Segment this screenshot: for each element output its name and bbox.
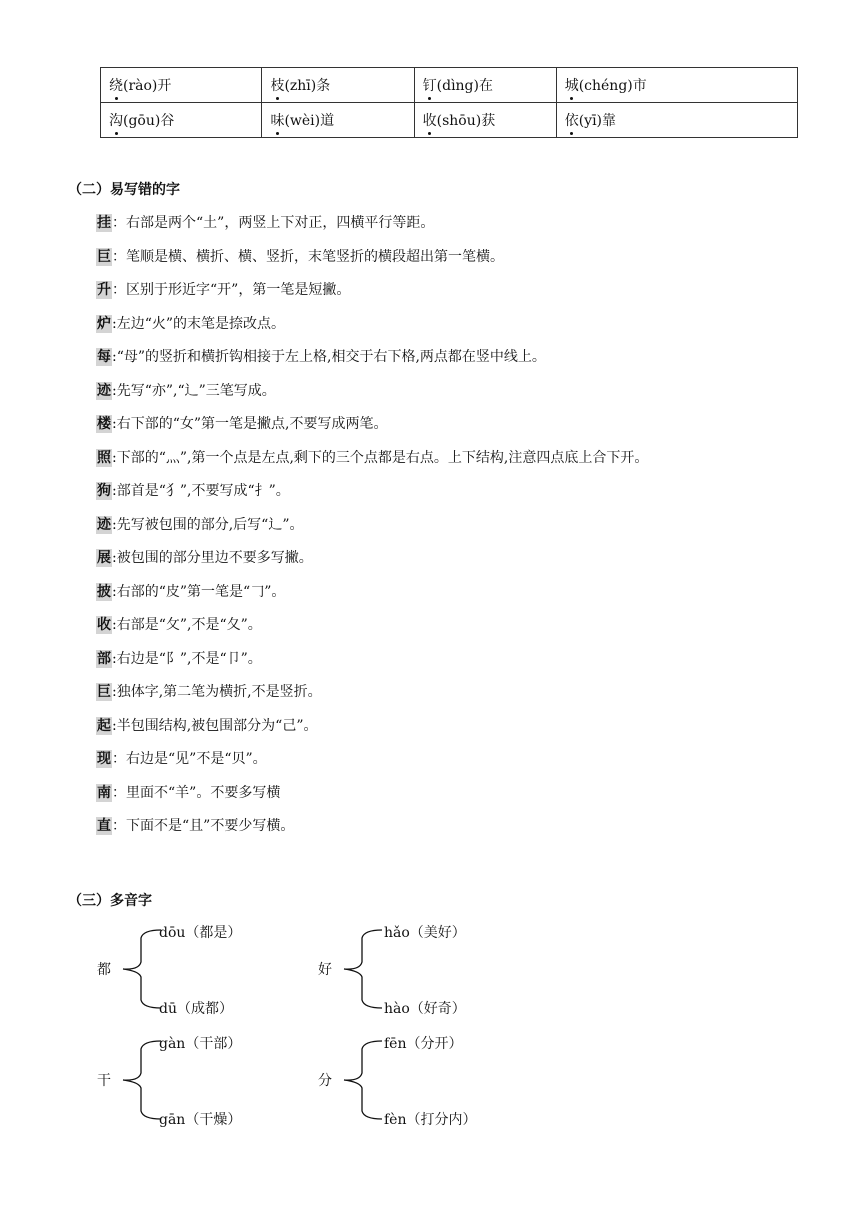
item-text: 先写“亦”,“辶”三笔写成。 <box>116 382 276 399</box>
item-separator: : <box>112 583 117 600</box>
dotted-char: 城 <box>565 75 579 95</box>
list-item <box>96 408 836 442</box>
item-text: “母”的竖折和横折钩相接于左上格,相交于右下格,两点都在竖中线上。 <box>116 349 546 365</box>
dotted-char: 枝 <box>270 75 284 95</box>
item-separator: : <box>112 315 117 332</box>
word-table-body <box>101 68 798 138</box>
item-separator: ： <box>112 784 126 801</box>
table-cell <box>414 68 556 103</box>
miswritten-char-list <box>96 207 836 844</box>
pinyin: (zhī) <box>284 78 317 94</box>
list-item <box>96 576 836 610</box>
pinyin: (rào) <box>123 78 158 94</box>
item-separator: ： <box>112 215 126 231</box>
item-text: 独体字,第二笔为横折,不是竖折。 <box>116 684 322 700</box>
table-cell <box>414 103 556 138</box>
dotted-char: 钉 <box>423 75 437 95</box>
pinyin: (shōu) <box>436 113 482 129</box>
highlighted-char: 直 <box>97 818 111 834</box>
polyphonic-group <box>97 922 317 1022</box>
item-text: 笔顺是横、横折、横、竖折，末笔竖折的横段超出第一笔横。 <box>126 248 504 265</box>
list-item <box>96 375 836 409</box>
word-rest: 靠 <box>602 113 617 129</box>
table-cell <box>262 68 414 103</box>
word-rest: 在 <box>478 78 493 94</box>
item-text: 里面不“羊”。不要多写横 <box>126 784 281 801</box>
item-separator: : <box>112 650 117 667</box>
table-cell <box>556 103 797 138</box>
polyphonic-group <box>97 1033 317 1133</box>
item-separator: : <box>112 349 117 365</box>
polyphonic-char: 分 <box>318 1073 332 1089</box>
item-text: 左边“火”的末笔是捺改点。 <box>116 315 286 332</box>
item-text: 被包围的部分里边不要多写撇。 <box>116 550 313 566</box>
upper-reading: fēn（分开） <box>384 1036 463 1052</box>
item-separator: : <box>112 516 117 533</box>
highlighted-char: 展 <box>97 550 111 566</box>
pinyin: (gōu) <box>123 113 161 129</box>
item-separator: : <box>112 449 117 466</box>
list-item <box>96 609 836 643</box>
list-item <box>96 475 836 509</box>
brace-icon <box>340 1035 390 1125</box>
highlighted-char: 照 <box>97 449 111 466</box>
highlighted-char: 巨 <box>97 684 111 700</box>
upper-reading: dōu（都是） <box>159 925 242 941</box>
item-text: 右部是两个“土”，两竖上下对正，四横平行等距。 <box>126 215 435 231</box>
list-item <box>96 241 836 275</box>
highlighted-char: 披 <box>97 583 111 600</box>
table-cell <box>262 103 414 138</box>
item-text: 先写被包围的部分,后写“辶”。 <box>116 516 304 533</box>
item-text: 半包围结构,被包围部分为“己”。 <box>116 717 318 734</box>
list-item <box>96 442 836 476</box>
list-item <box>96 743 836 777</box>
word-pinyin-table <box>100 67 798 138</box>
item-separator: ： <box>112 282 126 298</box>
highlighted-char: 收 <box>97 617 111 633</box>
pinyin: (chéng) <box>578 78 633 94</box>
item-text: 右部的“皮”第一笔是“𠃌”。 <box>116 583 286 600</box>
list-item <box>96 777 836 811</box>
polyphonic-char: 干 <box>97 1073 111 1089</box>
highlighted-char: 每 <box>97 349 111 365</box>
highlighted-char: 起 <box>97 717 111 734</box>
highlighted-char: 炉 <box>97 315 111 332</box>
section-title-miswritten: （二）易写错的字 <box>68 182 180 198</box>
lower-reading: hào（好奇） <box>384 1001 466 1017</box>
item-text: 右边是“见”不是“贝”。 <box>126 751 267 767</box>
list-item <box>96 341 836 375</box>
list-item <box>96 308 836 342</box>
list-item <box>96 542 836 576</box>
upper-reading: hǎo（美好） <box>384 925 466 941</box>
section-title-polyphonic: （三）多音字 <box>68 893 152 909</box>
highlighted-char: 楼 <box>97 416 111 432</box>
table-cell <box>101 68 262 103</box>
item-separator: ： <box>112 751 126 767</box>
lower-reading: fèn（打分内） <box>384 1112 477 1128</box>
highlighted-char: 巨 <box>97 248 111 265</box>
item-text: 右边是“阝”,不是“卩”。 <box>116 650 262 667</box>
highlighted-char: 迹 <box>97 516 111 533</box>
item-separator: ： <box>112 248 126 265</box>
word-rest: 谷 <box>160 113 175 129</box>
brace-icon <box>340 924 390 1014</box>
lower-reading: dū（成都） <box>159 1001 233 1017</box>
highlighted-char: 狗 <box>97 483 111 499</box>
lower-reading: gān（干燥） <box>159 1112 242 1128</box>
polyphonic-group <box>318 922 538 1022</box>
list-item <box>96 207 836 241</box>
list-item <box>96 710 836 744</box>
highlighted-char: 部 <box>97 650 111 667</box>
dotted-char: 依 <box>565 110 579 130</box>
dotted-char: 沟 <box>109 110 123 130</box>
item-separator: : <box>112 483 117 499</box>
highlighted-char: 挂 <box>97 215 111 231</box>
word-rest: 道 <box>320 113 335 129</box>
item-separator: : <box>112 717 117 734</box>
list-item <box>96 509 836 543</box>
item-text: 下面不是“且”不要少写横。 <box>126 818 295 834</box>
pinyin: (yī) <box>578 113 603 129</box>
dotted-char: 收 <box>423 110 437 130</box>
table-cell <box>101 103 262 138</box>
item-text: 下部的“灬”,第一个点是左点,剩下的三个点都是右点。上下结构,注意四点底上合下开。 <box>116 449 649 466</box>
upper-reading: gàn（干部） <box>159 1036 242 1052</box>
highlighted-char: 升 <box>97 282 111 298</box>
table-row <box>101 103 798 138</box>
word-rest: 市 <box>632 78 647 94</box>
item-text: 部首是“犭”,不要写成“扌”。 <box>116 483 290 499</box>
polyphonic-group <box>318 1033 538 1133</box>
polyphonic-char: 都 <box>97 962 111 978</box>
table-row <box>101 68 798 103</box>
dotted-char: 味 <box>270 110 284 130</box>
highlighted-char: 现 <box>97 751 111 767</box>
table-cell <box>556 68 797 103</box>
item-separator: : <box>112 382 117 399</box>
word-rest: 获 <box>481 113 496 129</box>
item-separator: : <box>112 416 117 432</box>
word-rest: 开 <box>157 78 172 94</box>
item-text: 区别于形近字“开”，第一笔是短撇。 <box>126 282 351 298</box>
highlighted-char: 南 <box>97 784 111 801</box>
list-item <box>96 274 836 308</box>
item-separator: ： <box>112 818 126 834</box>
list-item <box>96 810 836 844</box>
word-rest: 条 <box>316 78 331 94</box>
item-separator: : <box>112 684 117 700</box>
item-separator: : <box>112 550 117 566</box>
pinyin: (dìng) <box>436 78 479 94</box>
polyphonic-char: 好 <box>318 962 332 978</box>
item-text: 右下部的“女”第一笔是撇点,不要写成两笔。 <box>116 416 388 432</box>
pinyin: (wèi) <box>284 113 321 129</box>
item-separator: : <box>112 617 117 633</box>
list-item <box>96 643 836 677</box>
dotted-char: 绕 <box>109 75 123 95</box>
highlighted-char: 迹 <box>97 382 111 399</box>
item-text: 右部是“攵”,不是“夂”。 <box>116 617 262 633</box>
list-item <box>96 676 836 710</box>
